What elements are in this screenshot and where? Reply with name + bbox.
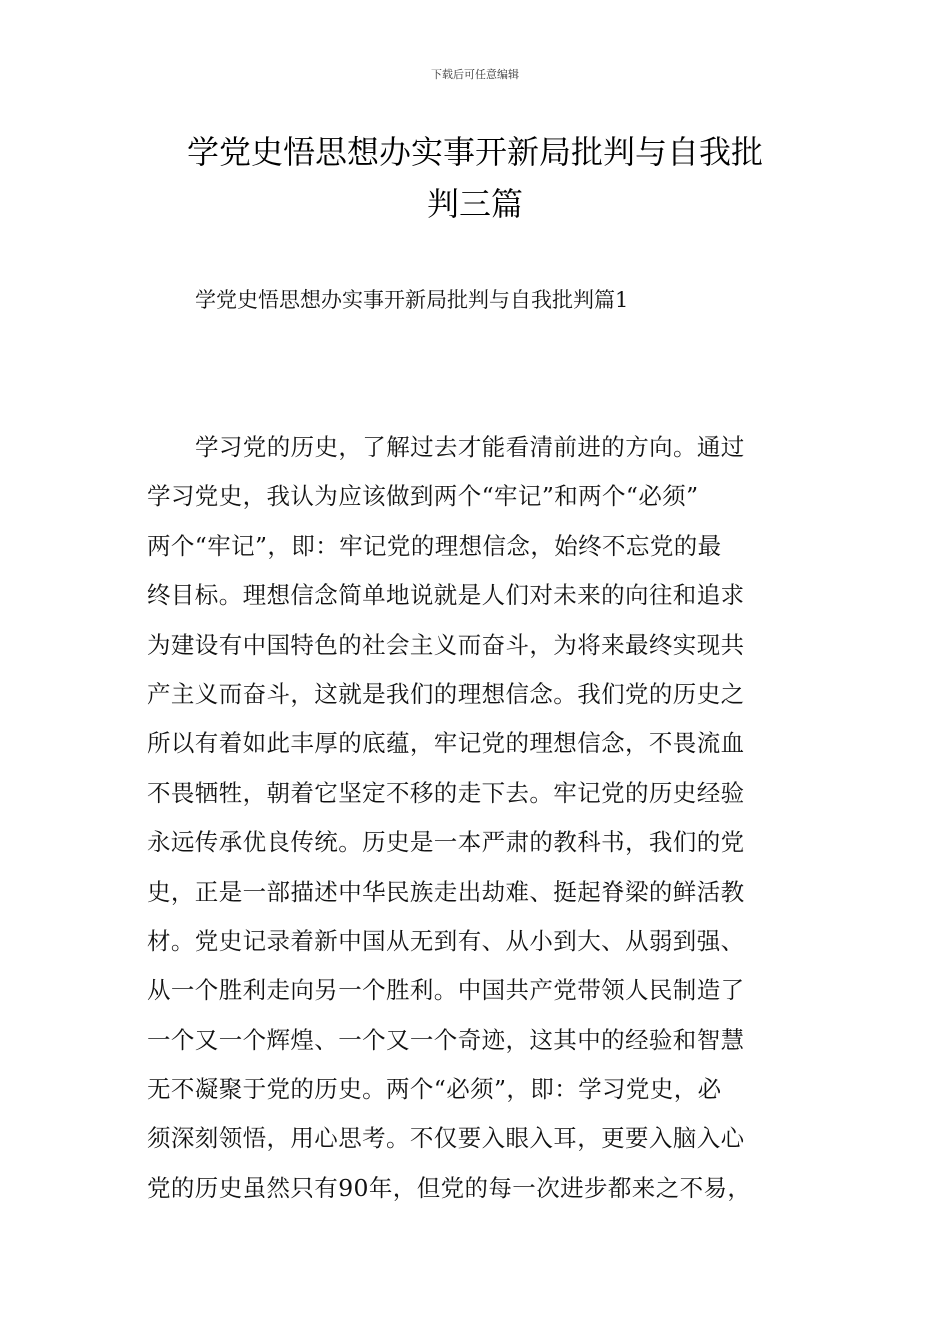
- section-heading: 学党史悟思想办实事开新局批判与自我批判篇1: [195, 288, 629, 312]
- body-line: 终目标。理想信念简单地说就是人们对未来的向往和追求: [147, 581, 745, 610]
- body-line: 学习党的历史，了解过去才能看清前进的方向。通过: [195, 433, 745, 461]
- body-line: 史，正是一部描述中华民族走出劫难、挺起脊梁的鲜活教: [147, 877, 745, 906]
- body-line: 一个又一个辉煌、一个又一个奇迹，这其中的经验和智慧: [147, 1025, 745, 1054]
- body-line: 无不凝聚于党的历史。两个“必须”，即：学习党史，必: [147, 1075, 722, 1104]
- body-line: 不畏牺牲，朝着它坚定不移的走下去。牢记党的历史经验: [147, 778, 745, 807]
- body-paragraph: [147, 427, 807, 1217]
- body-line: 产主义而奋斗，这就是我们的理想信念。我们党的历史之: [147, 679, 745, 708]
- body-line: 学习党史，我认为应该做到两个“牢记”和两个“必须”: [147, 482, 699, 511]
- body-line: 从一个胜利走向另一个胜利。中国共产党带领人民制造了: [147, 976, 745, 1005]
- document-title: [130, 126, 820, 230]
- body-line: 须深刻领悟，用心思考。不仅要入眼入耳，更要入脑入心: [147, 1124, 745, 1153]
- body-line: 党的历史虽然只有90年，但党的每一次进步都来之不易，: [147, 1173, 752, 1202]
- header-note: 下载后可任意编辑: [431, 68, 519, 81]
- body-line: 所以有着如此丰厚的底蕴，牢记党的理想信念，不畏流血: [147, 729, 745, 758]
- body-line: 为建设有中国特色的社会主义而奋斗，为将来最终实现共: [147, 630, 745, 659]
- body-line: 材。党史记录着新中国从无到有、从小到大、从弱到强、: [147, 926, 745, 955]
- title-line-2: 判三篇: [426, 185, 523, 223]
- title-line-1: 学党史悟思想办实事开新局批判与自我批: [186, 133, 763, 171]
- body-line: 永远传承优良传统。历史是一本严肃的教科书，我们的党: [147, 828, 745, 857]
- body-line: 两个“牢记”，即：牢记党的理想信念，始终不忘党的最: [147, 531, 722, 560]
